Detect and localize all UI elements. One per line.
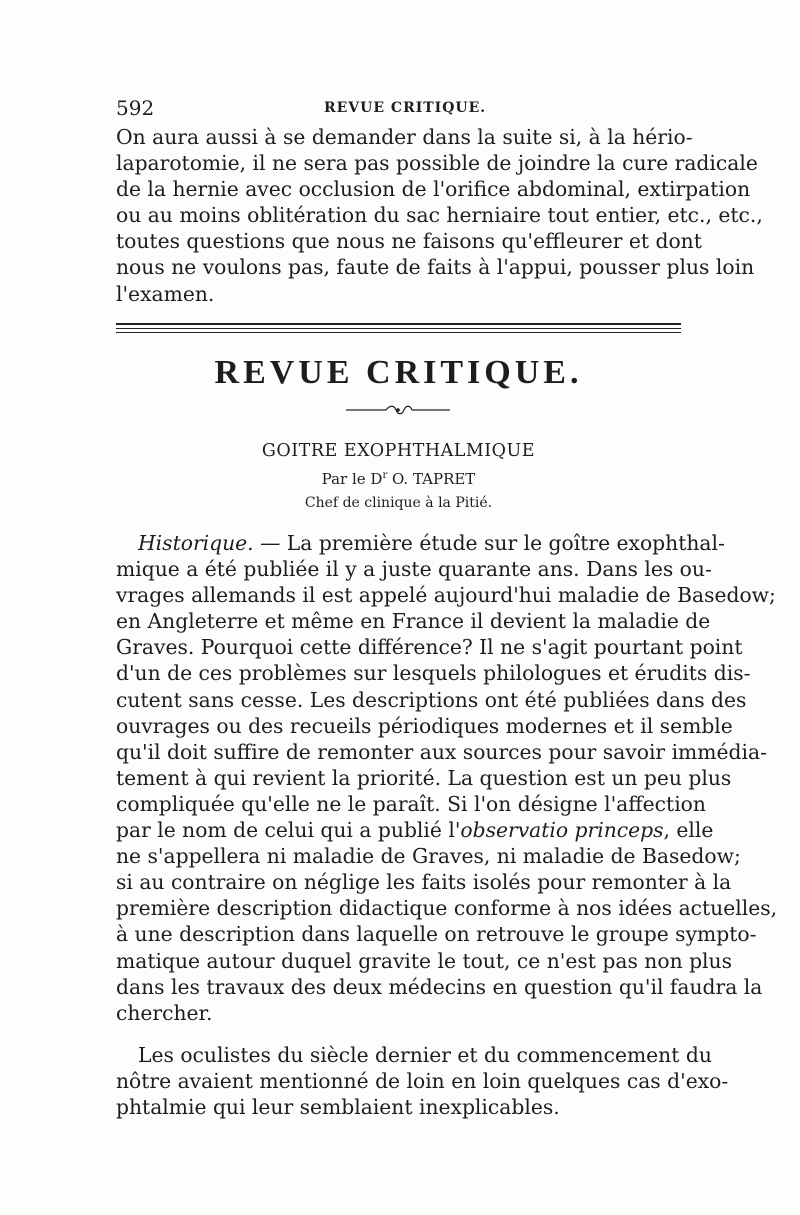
text-line: d'un de ces problèmes sur lesquels philologues et érudits dis-	[116, 661, 751, 686]
text-line: Les oculistes du siècle dernier et du commencement du	[138, 1043, 712, 1067]
line-text: , elle	[663, 818, 714, 843]
text-line: Graves. Pourquoi cette différence? Il ne s'agit pourtant point	[116, 635, 743, 660]
historique-paragraph	[116, 530, 778, 1026]
text-line: nous ne voulons pas, faute de faits à l'appui, pousser plus loin	[116, 255, 755, 280]
byline-name: O. TAPRET	[387, 470, 476, 488]
text-line: qu'il doit suffire de remonter aux sources pour savoir immédia-	[116, 739, 767, 764]
text-line: chercher.	[116, 1000, 213, 1025]
ornament-flourish	[346, 403, 450, 417]
article-title: GOITRE EXOPHTHALMIQUE	[261, 441, 536, 461]
text-line: mique a été publiée il y a juste quarante ans. Dans les ou-	[116, 557, 712, 582]
text-line: matique autour duquel gravite le tout, ce n'est pas non plus	[116, 948, 733, 973]
section-divider-thin	[116, 328, 681, 329]
text-line	[116, 817, 714, 843]
text-line: tement à qui revient la priorité. La question est un peu plus	[116, 765, 732, 790]
oculistes-paragraph	[116, 1042, 729, 1120]
text-line: On aura aussi à se demander dans la suite si, à la hério-	[116, 125, 693, 149]
line-text: par le nom de celui qui a publié l'	[116, 818, 461, 843]
italic-phrase: observatio princeps	[460, 818, 664, 843]
line-text: La première étude sur le goître exophthal-	[280, 531, 725, 555]
text-line: l'examen.	[116, 281, 215, 306]
byline-sup: r	[382, 470, 388, 481]
text-line: laparotomie, il ne sera pas possible de joindre la cure radicale	[116, 151, 758, 176]
section-divider-thin	[116, 332, 681, 333]
section-title: REVUE CRITIQUE.	[214, 354, 583, 391]
text-line: cutent sans cesse. Les descriptions ont été publiées dans des	[116, 687, 747, 712]
text-line: ou au moins oblitération du sac herniaire tout entier, etc., etc.,	[116, 203, 763, 228]
text-line: toutes questions que nous ne faisons qu'effleurer et dont	[116, 229, 702, 254]
page-number: 592	[116, 96, 155, 120]
text-line: ne s'appellera ni maladie de Graves, ni maladie de Basedow;	[116, 844, 741, 869]
text-line: vrages allemands il est appelé aujourd'hui maladie de Basedow;	[116, 583, 776, 608]
section-lead: Historique. —	[138, 531, 281, 555]
text-line: si au contraire on néglige les faits isolés pour remonter à la	[116, 870, 732, 895]
text-line: première description didactique conforme à nos idées actuelles,	[116, 896, 778, 921]
text-line: à une description dans laquelle on retrouve le groupe sympto-	[116, 922, 757, 947]
text-line: dans les travaux des deux médecins en question qu'il faudra la	[116, 974, 763, 999]
text-line: phtalmie qui leur semblaient inexplicables.	[116, 1095, 560, 1120]
byline-prefix: Par le D	[321, 470, 383, 488]
text-line: compliquée qu'elle ne le paraît. Si l'on désigne l'affection	[116, 791, 706, 816]
text-line: nôtre avaient mentionné de loin en loin quelques cas d'exo-	[116, 1069, 729, 1094]
section-divider-thick	[116, 323, 681, 325]
previous-article-paragraph	[116, 124, 763, 307]
author-byline	[116, 470, 681, 488]
text-line: en Angleterre et même en France il devient la maladie de	[116, 609, 711, 634]
text-line: de la hernie avec occlusion de l'orifice abdominal, extirpation	[116, 177, 751, 202]
running-title: REVUE CRITIQUE.	[324, 100, 487, 116]
author-affiliation: Chef de clinique à la Pitié.	[304, 495, 493, 511]
running-head	[116, 96, 684, 120]
text-line: ouvrages ou des recueils périodiques modernes et il semble	[116, 713, 733, 738]
text-line	[116, 530, 725, 556]
